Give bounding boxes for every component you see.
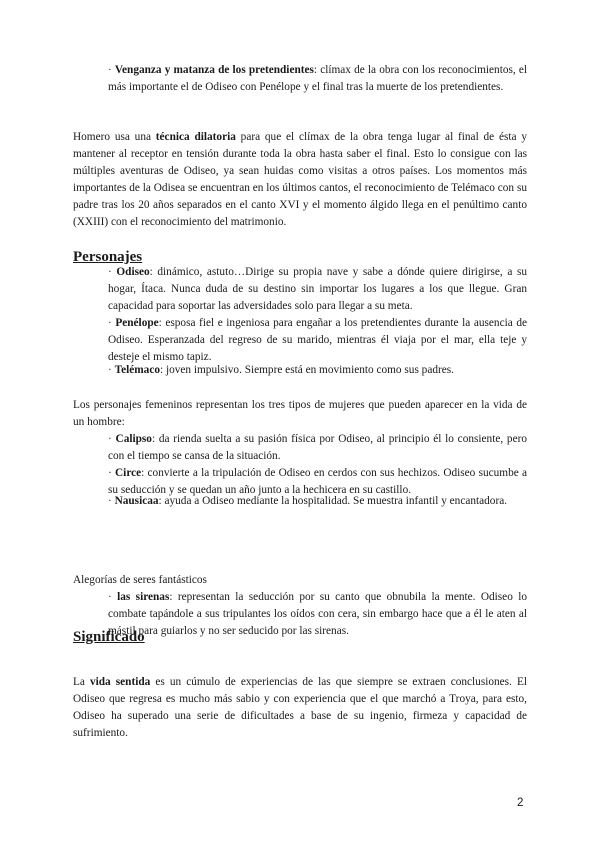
bullet-term: Venganza y matanza de los pretendientes bbox=[114, 64, 314, 76]
bullet-telemaco: · Telémaco: joven impulsivo. Siempre está en movimiento como sus padres. bbox=[108, 364, 454, 376]
bullet-circe: · Circe: convierte a la tripulación de Odiseo en cerdos con sus hechizos. Odiseo sucumbe a su seducción y se quedan un año junto a la hechicera en su castillo. bbox=[108, 467, 527, 496]
bullet-text: : clímax de la obra con los reconocimientos, el más importante el de Odiseo con Penélope y el final tras la muerte de los pretendientes. bbox=[108, 64, 527, 93]
bullet-marker: · bbox=[108, 64, 115, 76]
bullet-term: Penélope bbox=[115, 317, 159, 329]
bullet-penelope: · Penélope: esposa fiel e ingeniosa para engañar a los pretendientes durante la ausencia de Odiseo. Esperanzada del regreso de su marido, mientras él viaja por el mar, ella teje y desteje el mismo tapiz. bbox=[108, 317, 527, 363]
bold-term: técnica dilatoria bbox=[155, 131, 236, 143]
heading-significado: Significado bbox=[73, 629, 145, 645]
bullet-term: Circe bbox=[115, 467, 142, 479]
bullet-nausicaa: · Nausicaa: ayuda a Odiseo mediante la hospitalidad. Se muestra infantil y encantadora. bbox=[108, 495, 508, 507]
paragraph-significado: La vida sentida es un cúmulo de experiencias de las que siempre se extraen conclusiones. El Odiseo que regresa es mucho más sabio y con experiencia que el que marchó a Troya, para esto, Odiseo ha superado una serie de dificultades a base de su ingenio, firmeza y capacidad de sufrimiento. bbox=[73, 676, 527, 739]
bullet-term: Telémaco bbox=[114, 364, 160, 376]
paragraph-tecnica-dilatoria: Homero usa una técnica dilatoria para que el clímax de la obra tenga lugar al final de ésta y mantener al receptor en tensión durante toda la obra hasta saber el final. Esto lo consigue con las múltiples aventuras de Odiseo, ya sean huidas como visitas a otros países. Los momentos más importantes de la Odisea se encuentran en los últimos cantos, el reconocimiento de Telémaco con su padre tras los 20 años separados en el canto XVI y el momento álgido llega en el penúltimo canto (XXIII) con el reconocimiento del matrimonio. bbox=[73, 131, 527, 228]
bullet-venganza bbox=[108, 62, 527, 96]
bullet-odiseo: · Odiseo: dinámico, astuto…Dirige su propia nave y sabe a dónde quiere dirigirse, a su hogar, Ítaca. Nunca duda de su destino sin importar los lugares a los que llegue. Gran capacidad para soportar las adversidades solo para llegar a su meta. bbox=[108, 266, 527, 312]
bullet-sirenas: · las sirenas: representan la seducción por su canto que obnubila la mente. Odiseo lo combate tapándole a sus tripulantes los oídos con cera, sin embargo hace que a él le aten al mástil para guiarlos y no ser seducido por las sirenas. bbox=[108, 591, 527, 637]
bullet-term: Nausicaa bbox=[114, 495, 159, 507]
paragraph-personajes-femeninos: Los personajes femeninos representan los tres tipos de mujeres que pueden aparecer en la vida de un hombre: bbox=[73, 399, 527, 428]
bullet-term: Odiseo bbox=[116, 266, 150, 278]
bullet-term: las sirenas bbox=[117, 591, 170, 603]
paragraph-alegorias: Alegorías de seres fantásticos bbox=[73, 574, 207, 586]
bold-term: vida sentida bbox=[89, 676, 151, 688]
heading-personajes: Personajes bbox=[73, 249, 143, 265]
page-number: 2 bbox=[517, 797, 524, 809]
bullet-calipso: · Calipso: da rienda suelta a su pasión física por Odiseo, al principio él lo consiente, pero con el tiempo se cansa de la situación. bbox=[108, 433, 527, 462]
bullet-term: Calipso bbox=[115, 433, 152, 445]
